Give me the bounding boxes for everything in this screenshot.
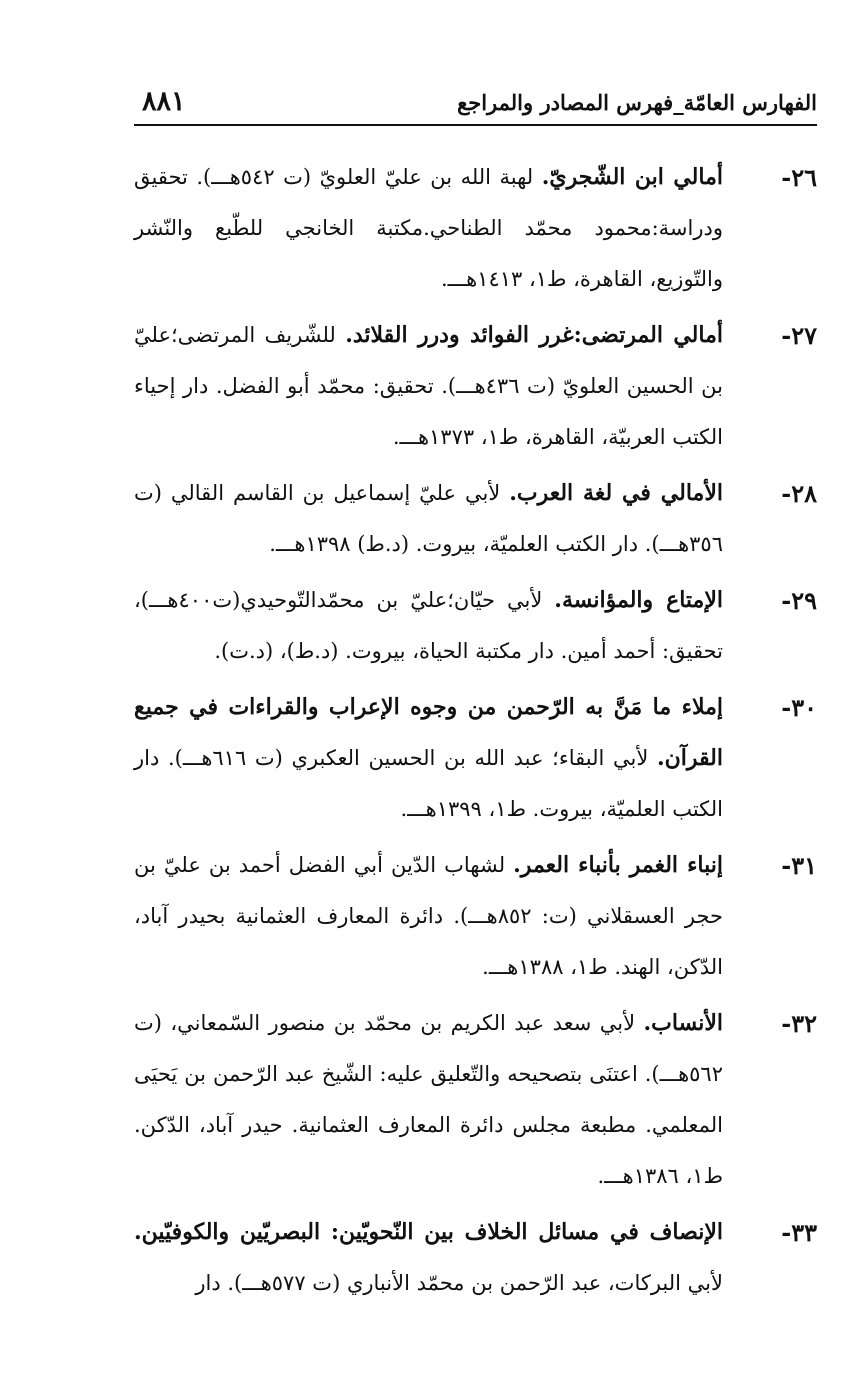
entry-title: الأنساب. — [643, 1010, 723, 1036]
bibliography-list — [134, 152, 817, 1314]
entry-text: لأبي عليّ إسماعيل بن القاسم القالي (ت ٣٥٦هـــ). دار الكتب العلميّة، بيروت. (د.ط) ١٣٩٨هـــ. — [134, 481, 723, 556]
header-rule — [134, 124, 817, 126]
entry-text: لشهاب الدّين أبي الفضل أحمد بن عليّ بن حجر العسقلاني (ت: ٨٥٢هـــ). دائرة المعارف العثمانية بحيدر آباد، الدّكن، الهند. ط١، ١٣٨٨هـــ. — [134, 853, 723, 979]
entry-number: ٣٣- — [781, 1218, 817, 1247]
entry-text: لأبي البقاء؛ عبد الله بن الحسين العكبري (ت ٦١٦هـــ). دار الكتب العلميّة، بيروت. ط١، ١٣٩٩هـــ. — [134, 746, 723, 821]
running-header — [134, 86, 817, 124]
bibliography-entry — [134, 468, 817, 570]
entry-body — [134, 575, 723, 677]
entry-title: أمالي ابن الشّجريّ. — [541, 164, 723, 190]
entry-body — [134, 998, 723, 1202]
page-number: ٨٨١ — [142, 86, 186, 117]
entry-number: ٢٨- — [781, 479, 817, 508]
entry-text: لهبة الله بن عليّ العلويّ (ت ٥٤٢هـــ). تحقيق ودراسة:محمود محمّد الطناحي.مكتبة الخانجي للطّبع والنّشر والتّوزيع، القاهرة، ط١، ١٤١٣هـــ. — [134, 165, 723, 291]
entry-number: ٢٧- — [781, 321, 817, 350]
entry-body — [134, 682, 723, 835]
entry-text: لأبي حيّان؛عليّ بن محمّدالتّوحيدي(ت٤٠٠هـــ)، تحقيق: أحمد أمين. دار مكتبة الحياة، بيروت. (د.ط)، (د.ت). — [134, 588, 723, 663]
entry-text: للشّريف المرتضى؛عليّ بن الحسين العلويّ (ت ٤٣٦هـــ). تحقيق: محمّد أبو الفضل. دار إحياء الكتب العربيّة، القاهرة، ط١، ١٣٧٣هـــ. — [134, 323, 723, 449]
bibliography-entry — [134, 1207, 817, 1309]
bibliography-entry — [134, 840, 817, 993]
entry-title: الأمالي في لغة العرب. — [509, 480, 723, 506]
entry-number: ٢٦- — [781, 163, 817, 192]
entry-title: أمالي المرتضى:غرر الفوائد ودرر القلائد. — [345, 322, 723, 348]
entry-body — [134, 1207, 723, 1309]
entry-title: الإنصاف في مسائل الخلاف بين النّحويّين: البصريّين والكوفيّين. — [134, 1219, 723, 1245]
entry-number: ٢٩- — [781, 586, 817, 615]
entry-title: إنباء الغمر بأنباء العمر. — [513, 852, 723, 878]
bibliography-entry — [134, 310, 817, 463]
entry-text: لأبي البركات، عبد الرّحمن بن محمّد الأنباري (ت ٥٧٧هـــ). دار — [195, 1271, 723, 1295]
entry-body — [134, 152, 723, 305]
entry-text: لأبي سعد عبد الكريم بن محمّد بن منصور السّمعاني، (ت ٥٦٢هـــ). اعتنَى بتصحيحه والتّعليق عليه: الشّيخ عبد الرّحمن بن يَحيَى المعلمي. مطبعة مجلس دائرة المعارف العثمانية. حيدر آباد، الدّكن. ط١، ١٣٨٦هـــ. — [134, 1011, 723, 1188]
entry-body — [134, 468, 723, 570]
header-title: الفهارس العامّة_فهرس المصادر والمراجع — [457, 90, 817, 115]
entry-number: ٣١- — [781, 851, 817, 880]
bibliography-entry — [134, 575, 817, 677]
bibliography-entry — [134, 998, 817, 1202]
bibliography-entry — [134, 152, 817, 305]
entry-title: إملاء ما مَنَّ به الرّحمن من وجوه الإعراب والقراءات في جميع القرآن. — [134, 694, 723, 771]
entry-number: ٣٠- — [781, 693, 817, 722]
entry-body — [134, 840, 723, 993]
entry-number: ٣٢- — [781, 1009, 817, 1038]
entry-body — [134, 310, 723, 463]
entry-title: الإمتاع والمؤانسة. — [554, 587, 723, 613]
bibliography-entry — [134, 682, 817, 835]
